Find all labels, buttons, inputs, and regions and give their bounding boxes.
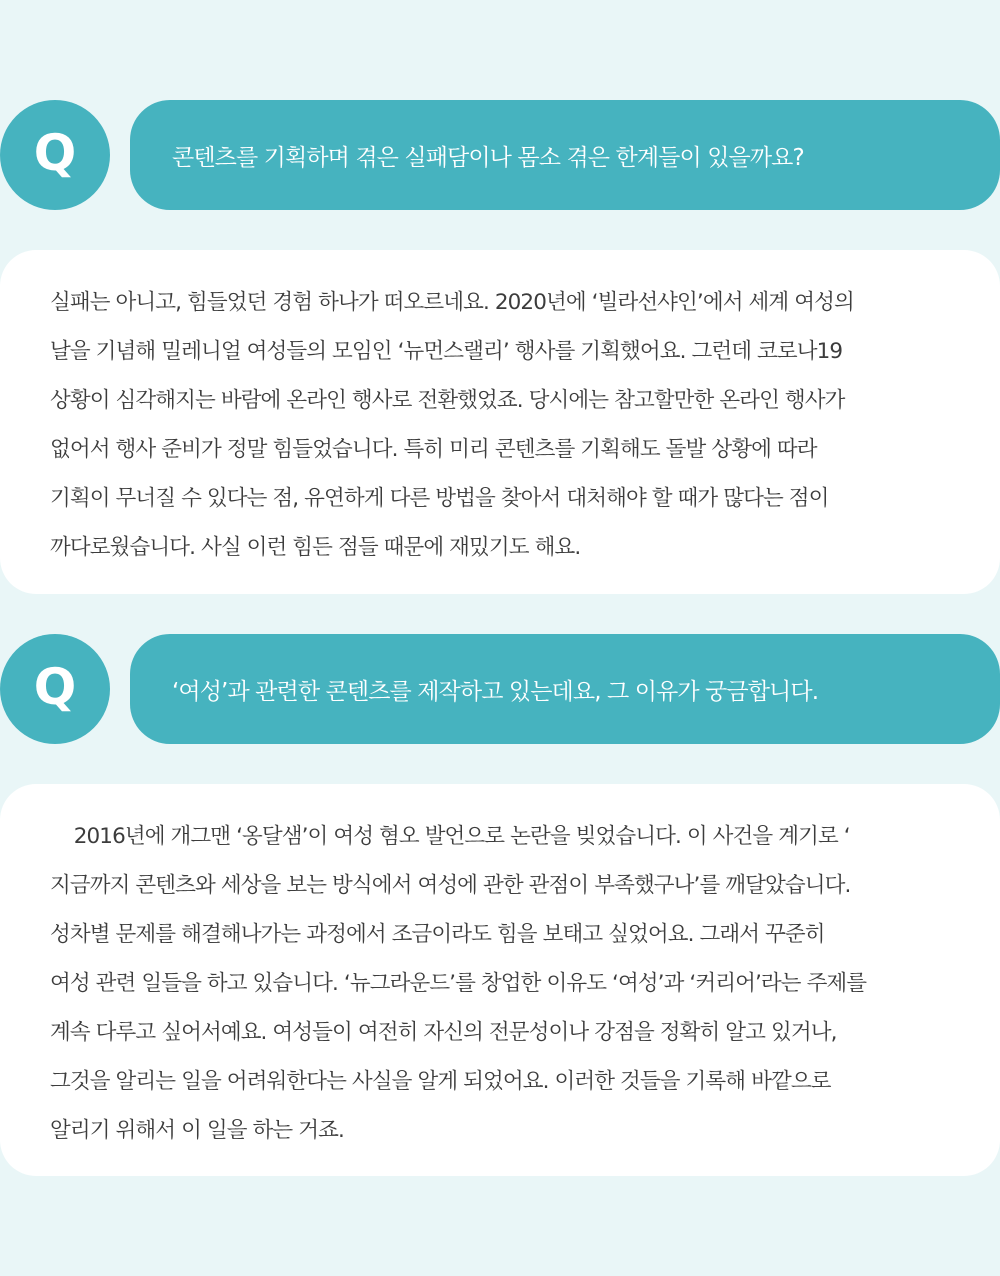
answer-line: 날을 기념해 밀레니얼 여성들의 모임인 ‘뉴먼스랠리’ 행사를 기획했어요. 그런데 코로나19 bbox=[50, 339, 843, 364]
answer-line: 상황이 심각해지는 바람에 온라인 행사로 전환했었죠. 당시에는 참고할만한 온라인 행사가 bbox=[50, 388, 845, 413]
question-text: ‘여성’과 관련한 콘텐츠를 제작하고 있는데요, 그 이유가 궁금합니다. bbox=[172, 678, 819, 705]
answer-line: 성차별 문제를 해결해나가는 과정에서 조금이라도 힘을 보태고 싶었어요. 그래서 꾸준히 bbox=[50, 922, 825, 947]
question-badge bbox=[0, 100, 110, 210]
question-bubble bbox=[130, 634, 1000, 744]
answer-line: 실패는 아니고, 힘들었던 경험 하나가 떠오르네요. 2020년에 ‘빌라선샤인’에서 세계 여성의 bbox=[50, 290, 854, 315]
answer-line: 지금까지 콘텐츠와 세상을 보는 방식에서 여성에 관한 관점이 부족했구나’를 깨달았습니다. bbox=[50, 873, 851, 898]
answer-line: 알리기 위해서 이 일을 하는 거죠. bbox=[50, 1118, 344, 1143]
answer-card bbox=[0, 250, 1000, 594]
question-mark-label: Q bbox=[33, 658, 77, 716]
answer-line: 까다로웠습니다. 사실 이런 힘든 점들 때문에 재밌기도 해요. bbox=[50, 535, 581, 560]
question-badge bbox=[0, 634, 110, 744]
answer-card bbox=[0, 784, 1000, 1176]
answer-line: 2016년에 개그맨 ‘옹달샘’이 여성 혐오 발언으로 논란을 빚었습니다. 이 사건을 계기로 ‘ bbox=[50, 824, 850, 849]
answer-line: 여성 관련 일들을 하고 있습니다. ‘뉴그라운드’를 창업한 이유도 ‘여성’과 ‘커리어’라는 주제를 bbox=[50, 971, 867, 996]
answer-line: 계속 다루고 싶어서예요. 여성들이 여전히 자신의 전문성이나 강점을 정확히 알고 있거나, bbox=[50, 1020, 837, 1045]
question-bubble bbox=[130, 100, 1000, 210]
answer-line: 기획이 무너질 수 있다는 점, 유연하게 다른 방법을 찾아서 대처해야 할 때가 많다는 점이 bbox=[50, 486, 829, 511]
answer-line: 없어서 행사 준비가 정말 힘들었습니다. 특히 미리 콘텐츠를 기획해도 돌발 상황에 따라 bbox=[50, 437, 817, 462]
question-text: 콘텐츠를 기획하며 겪은 실패담이나 몸소 겪은 한계들이 있을까요? bbox=[172, 144, 804, 171]
answer-line: 그것을 알리는 일을 어려워한다는 사실을 알게 되었어요. 이러한 것들을 기록해 바깥으로 bbox=[50, 1069, 831, 1094]
question-mark-label: Q bbox=[33, 124, 77, 182]
